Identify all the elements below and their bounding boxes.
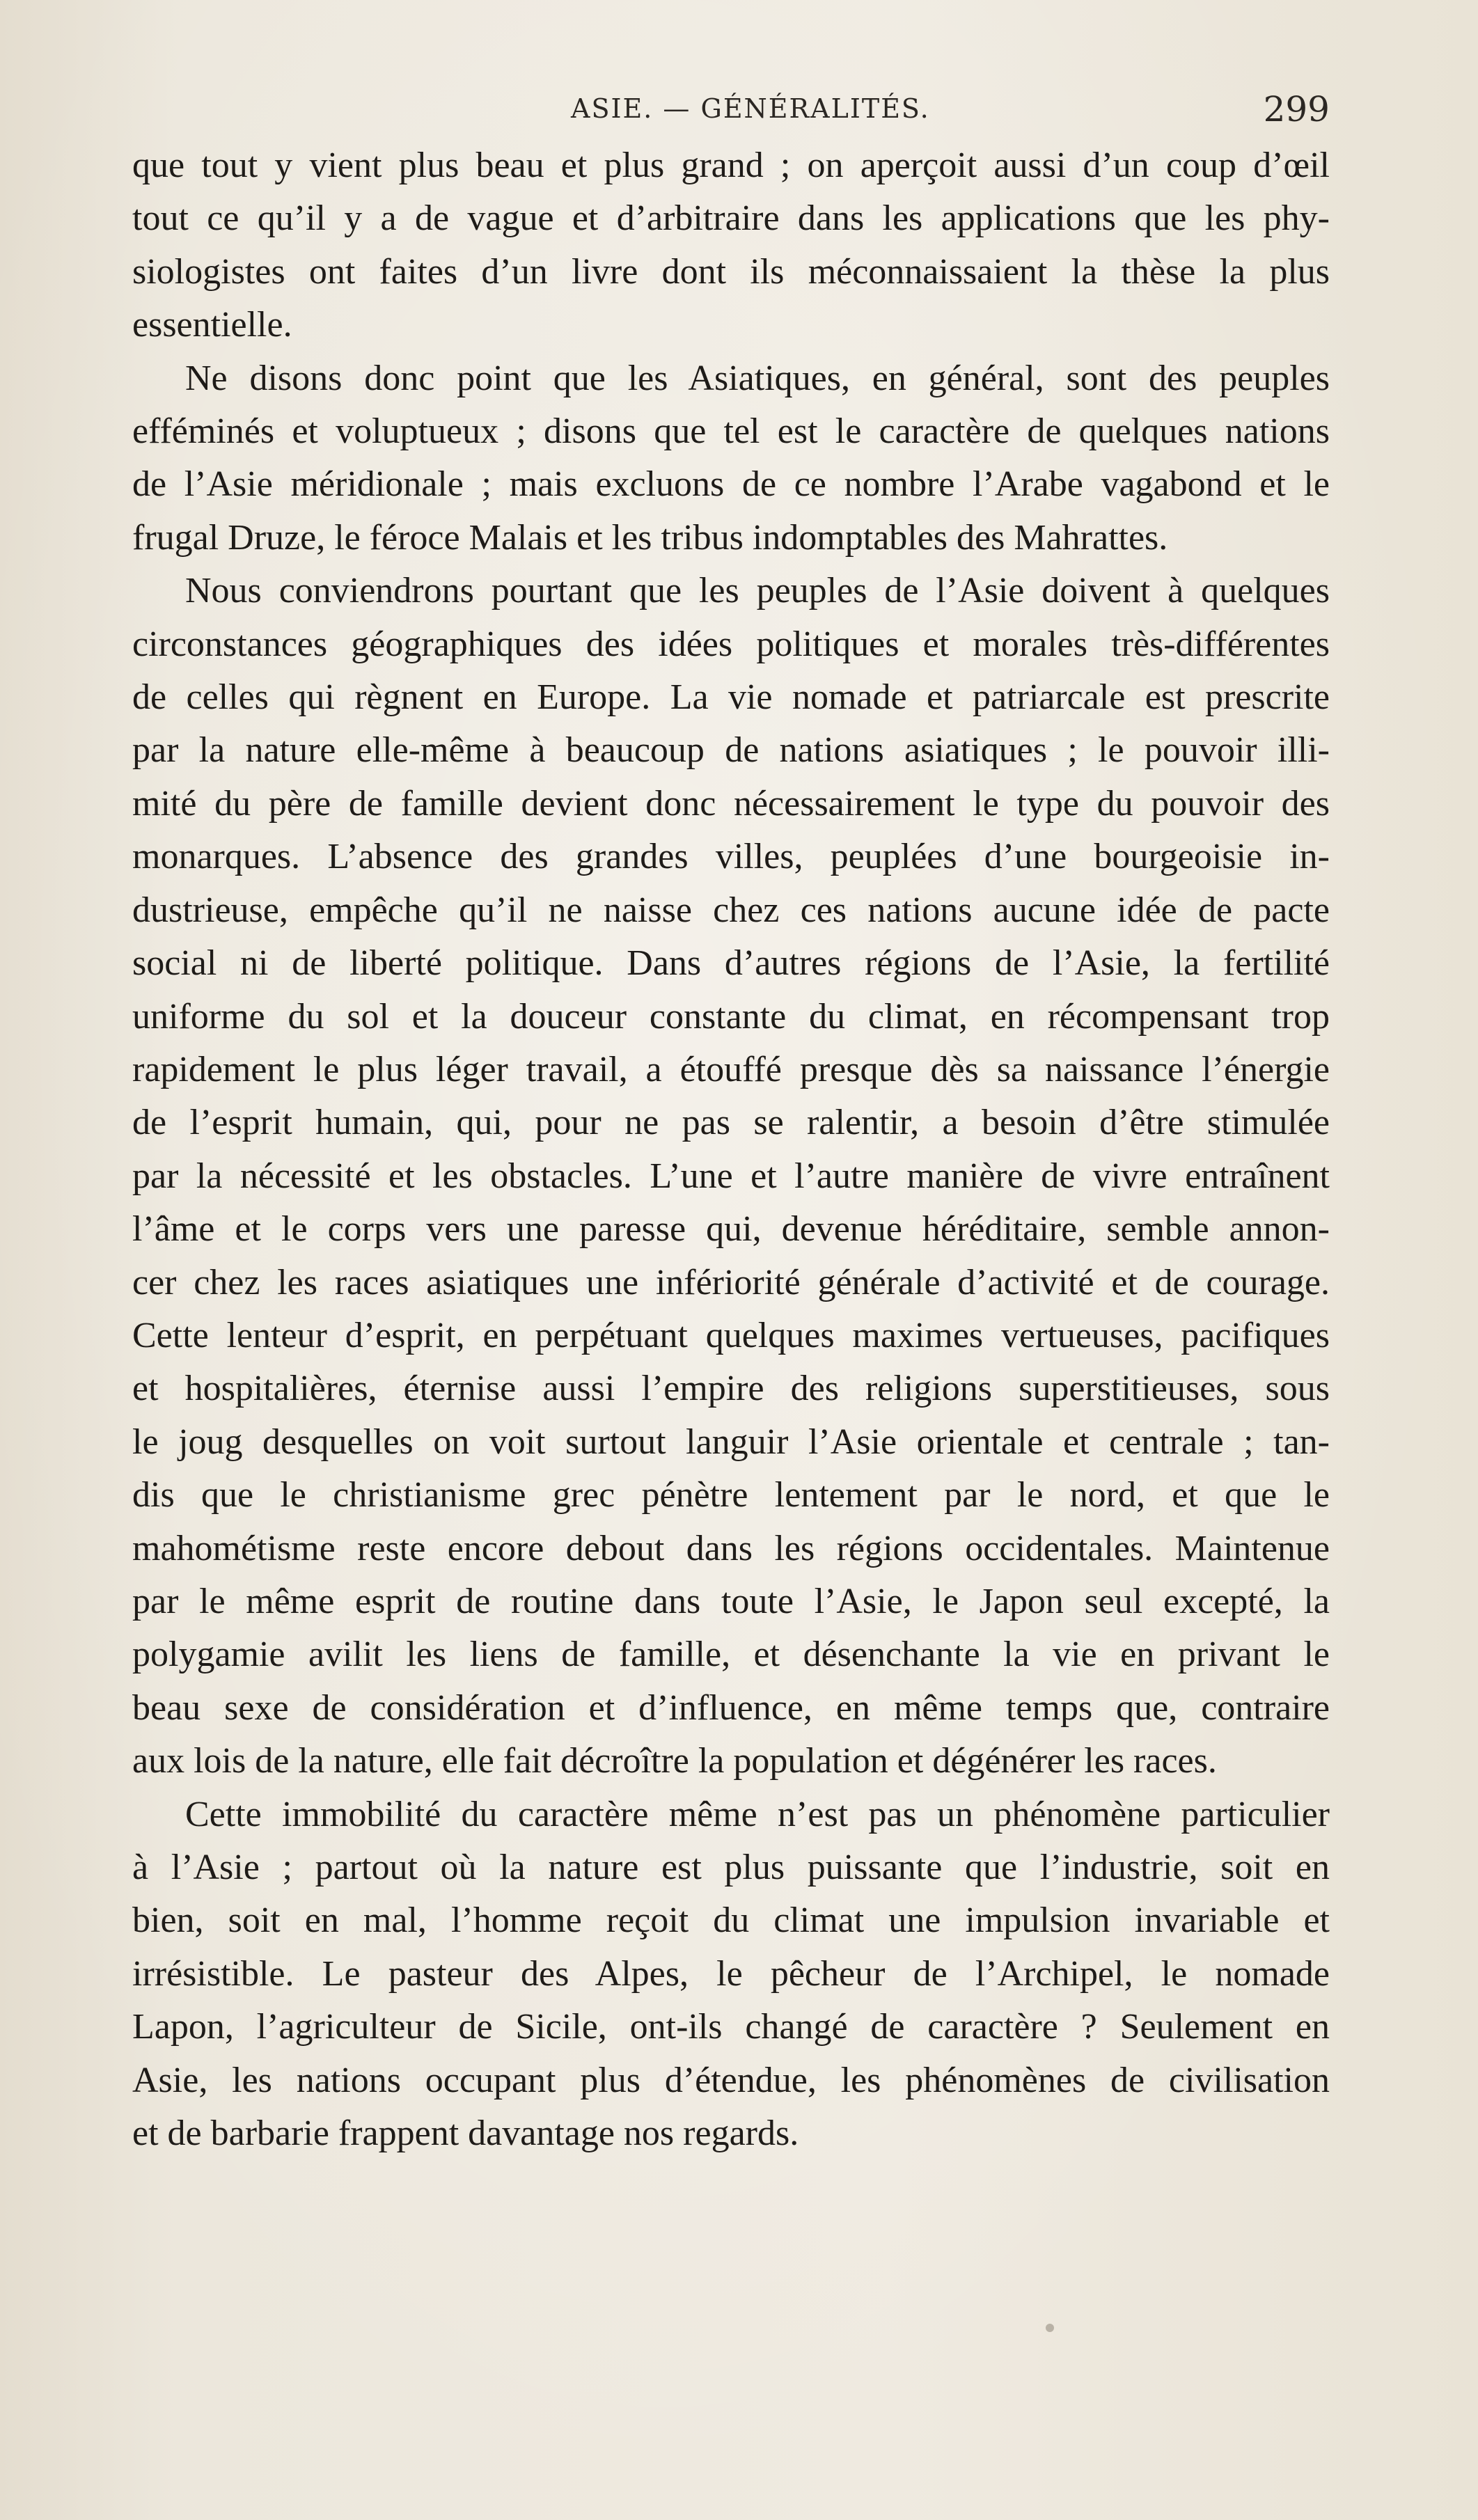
text-line: par la nécessité et les obstacles. L’une et l’autre manière de vivre entraînent [132,1156,1330,1196]
paper-speck [1046,2324,1054,2332]
paragraph [132,565,1330,1788]
text-line: monarques. L’absence des grandes villes, peuplées d’une bourgeoisie in- [132,837,1330,877]
text-line: à l’Asie ; partout où la nature est plus puissante que l’industrie, soit en [132,1848,1330,1887]
text-line: efféminés et voluptueux ; disons que tel est le caractère de quelques nations [132,411,1330,452]
text-line: bien, soit en mal, l’homme reçoit du climat une impulsion invariable et [132,1900,1330,1941]
text-line: social ni de liberté politique. Dans d’autres régions de l’Asie, la fertilité [132,943,1330,984]
running-head [132,89,1330,131]
text-line: aux lois de la nature, elle fait décroître la population et dégénérer les races. [132,1741,1217,1781]
text-line: siologistes ont faites d’un livre dont ils méconnaissaient la thèse la plus [132,251,1330,292]
text-line: dis que le christianisme grec pénètre lentement par le nord, et que le [132,1475,1330,1515]
text-line: de celles qui règnent en Europe. La vie nomade et patriarcale est prescrite [132,677,1330,718]
text-line: uniforme du sol et la douceur constante du climat, en récompensant trop [132,996,1330,1037]
text-line: beau sexe de considération et d’influence, en même temps que, contraire [132,1687,1330,1728]
text-line: de l’esprit humain, qui, pour ne pas se ralentir, a besoin d’être stimulée [132,1103,1330,1143]
text-line: le joug desquelles on voit surtout languir l’Asie orientale et centrale ; tan- [132,1422,1330,1462]
text-line: essentielle. [132,305,292,345]
text-line: mahométisme reste encore debout dans les régions occidentales. Maintenue [132,1528,1330,1568]
text-line: circonstances géographiques des idées politiques et morales très-différentes [132,624,1330,664]
text-line: tout ce qu’il y a de vague et d’arbitraire dans les applications que les phy- [132,198,1330,239]
text-line: que tout y vient plus beau et plus grand ; on aperçoit aussi d’un coup d’œil [132,145,1330,185]
text-line: Ne disons donc point que les Asiatiques, en général, sont des peuples [185,358,1330,398]
body-text [132,139,1330,2160]
paragraph [132,352,1330,565]
text-line: Nous conviendrons pourtant que les peuples de l’Asie doivent à quelques [185,571,1330,611]
text-line: et de barbarie frappent davantage nos regards. [132,2113,799,2154]
text-line: polygamie avilit les liens de famille, et désenchante la vie en privant le [132,1635,1330,1675]
text-line: frugal Druze, le féroce Malais et les tribus indomptables des Mahrattes. [132,517,1168,558]
text-line: Asie, les nations occupant plus d’étendue, les phénomènes de civilisation [132,2060,1330,2100]
text-line: Cette lenteur d’esprit, en perpétuant quelques maximes vertueuses, pacifiques [132,1315,1330,1355]
text-line: rapidement le plus léger travail, a étouffé presque dès sa naissance l’énergie [132,1049,1330,1089]
text-line: cer chez les races asiatiques une infériorité générale d’activité et de courage. [132,1262,1330,1302]
running-title: ASIE. — GÉNÉRALITÉS. [571,93,930,124]
paragraph [132,139,1330,352]
text-line: et hospitalières, éternise aussi l’empire des religions superstitieuses, sous [132,1369,1330,1409]
text-line: l’âme et le corps vers une paresse qui, devenue héréditaire, semble annon- [132,1209,1330,1250]
text-line: irrésistible. Le pasteur des Alpes, le pêcheur de l’Archipel, le nomade [132,1953,1330,1994]
text-line: par la nature elle-même à beaucoup de nations asiatiques ; le pouvoir illi- [132,730,1330,771]
text-line: Cette immobilité du caractère même n’est pas un phénomène particulier [185,1794,1330,1834]
text-line: Lapon, l’agriculteur de Sicile, ont-ils changé de caractère ? Seulement en [132,2007,1330,2047]
paragraph [132,1788,1330,2161]
page-number: 299 [1263,89,1330,129]
text-line: dustrieuse, empêche qu’il ne naisse chez ces nations aucune idée de pacte [132,890,1330,930]
text-line: de l’Asie méridionale ; mais excluons de ce nombre l’Arabe vagabond et le [132,464,1330,505]
text-line: par le même esprit de routine dans toute l’Asie, le Japon seul excepté, la [132,1581,1330,1621]
text-line: mité du père de famille devient donc nécessairement le type du pouvoir des [132,783,1330,824]
